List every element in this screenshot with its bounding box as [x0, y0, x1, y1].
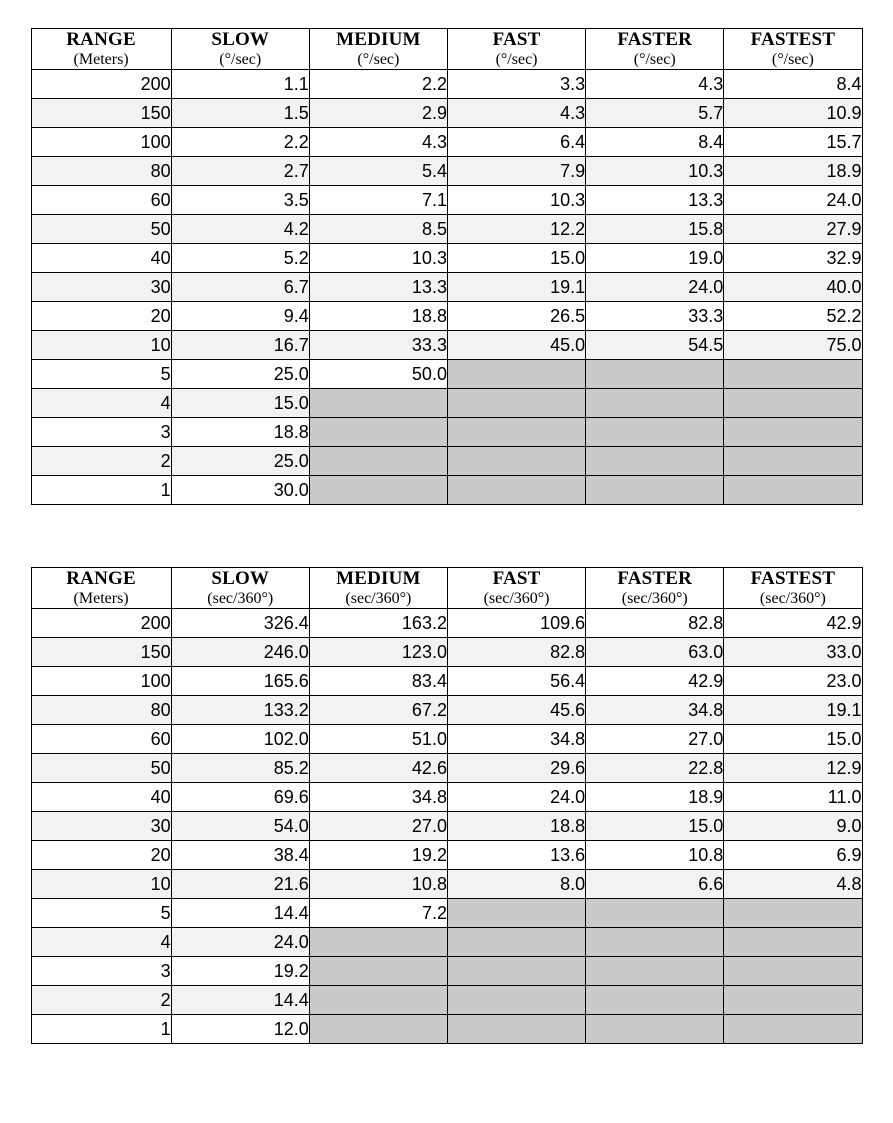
range-cell: 5: [31, 360, 171, 389]
table-header-row: [31, 29, 862, 70]
empty-cell: [447, 418, 585, 447]
angular-rate-table: [31, 28, 863, 505]
value-cell: 13.3: [586, 186, 724, 215]
value-cell: 10.3: [586, 157, 724, 186]
value-cell: 8.4: [724, 70, 862, 99]
table-row: [31, 609, 862, 638]
table-row: [31, 186, 862, 215]
value-cell: 29.6: [447, 754, 585, 783]
column-header: [586, 568, 724, 609]
value-cell: 23.0: [724, 667, 862, 696]
value-cell: 19.2: [171, 957, 309, 986]
table-row: [31, 273, 862, 302]
column-header-units: (Meters): [73, 590, 129, 607]
empty-cell: [724, 447, 862, 476]
table-row: [31, 928, 862, 957]
column-header: [447, 568, 585, 609]
value-cell: 9.0: [724, 812, 862, 841]
column-header-units: (sec/360°): [207, 590, 274, 607]
value-cell: 14.4: [171, 986, 309, 1015]
value-cell: 32.9: [724, 244, 862, 273]
empty-cell: [309, 476, 447, 505]
value-cell: 34.8: [586, 696, 724, 725]
value-cell: 34.8: [447, 725, 585, 754]
column-header-title: FASTER: [617, 29, 693, 50]
column-header-units: (sec/360°): [759, 590, 826, 607]
range-cell: 60: [31, 725, 171, 754]
empty-cell: [309, 389, 447, 418]
value-cell: 75.0: [724, 331, 862, 360]
empty-cell: [309, 957, 447, 986]
range-cell: 1: [31, 1015, 171, 1044]
value-cell: 9.4: [171, 302, 309, 331]
column-header-units: (°/sec): [771, 51, 814, 68]
column-header: [171, 568, 309, 609]
value-cell: 16.7: [171, 331, 309, 360]
value-cell: 33.0: [724, 638, 862, 667]
value-cell: 6.9: [724, 841, 862, 870]
range-cell: 150: [31, 99, 171, 128]
range-cell: 3: [31, 418, 171, 447]
table-header-row: [31, 568, 862, 609]
value-cell: 40.0: [724, 273, 862, 302]
value-cell: 10.3: [447, 186, 585, 215]
empty-cell: [586, 957, 724, 986]
value-cell: 38.4: [171, 841, 309, 870]
range-cell: 60: [31, 186, 171, 215]
empty-cell: [447, 899, 585, 928]
value-cell: 4.3: [447, 99, 585, 128]
value-cell: 10.3: [309, 244, 447, 273]
range-cell: 40: [31, 783, 171, 812]
value-cell: 50.0: [309, 360, 447, 389]
column-header: [309, 568, 447, 609]
value-cell: 33.3: [586, 302, 724, 331]
empty-cell: [724, 957, 862, 986]
range-cell: 200: [31, 70, 171, 99]
empty-cell: [309, 447, 447, 476]
value-cell: 2.2: [171, 128, 309, 157]
value-cell: 26.5: [447, 302, 585, 331]
column-header-units: (sec/360°): [483, 590, 550, 607]
range-cell: 1: [31, 476, 171, 505]
empty-cell: [586, 1015, 724, 1044]
table-row: [31, 841, 862, 870]
table-row: [31, 128, 862, 157]
value-cell: 7.9: [447, 157, 585, 186]
table-row: [31, 476, 862, 505]
value-cell: 67.2: [309, 696, 447, 725]
value-cell: 18.9: [586, 783, 724, 812]
value-cell: 42.9: [724, 609, 862, 638]
range-cell: 4: [31, 928, 171, 957]
value-cell: 15.7: [724, 128, 862, 157]
column-header: [31, 568, 171, 609]
value-cell: 6.7: [171, 273, 309, 302]
table-row: [31, 389, 862, 418]
value-cell: 18.8: [309, 302, 447, 331]
value-cell: 85.2: [171, 754, 309, 783]
column-header-units: (sec/360°): [345, 590, 412, 607]
empty-cell: [724, 418, 862, 447]
column-header-units: (°/sec): [495, 51, 538, 68]
table-row: [31, 360, 862, 389]
column-header-title: RANGE: [66, 29, 136, 50]
column-header-title: MEDIUM: [336, 29, 421, 50]
table-row: [31, 302, 862, 331]
empty-cell: [586, 389, 724, 418]
empty-cell: [309, 928, 447, 957]
value-cell: 45.0: [447, 331, 585, 360]
table-row: [31, 70, 862, 99]
value-cell: 83.4: [309, 667, 447, 696]
empty-cell: [586, 447, 724, 476]
column-header-units: (°/sec): [357, 51, 400, 68]
value-cell: 18.8: [447, 812, 585, 841]
value-cell: 82.8: [447, 638, 585, 667]
value-cell: 12.2: [447, 215, 585, 244]
range-cell: 2: [31, 447, 171, 476]
value-cell: 7.2: [309, 899, 447, 928]
value-cell: 52.2: [724, 302, 862, 331]
range-cell: 2: [31, 986, 171, 1015]
table-row: [31, 638, 862, 667]
table-row: [31, 667, 862, 696]
value-cell: 33.3: [309, 331, 447, 360]
empty-cell: [447, 928, 585, 957]
range-cell: 10: [31, 870, 171, 899]
column-header: [724, 568, 862, 609]
column-header: [31, 29, 171, 70]
value-cell: 19.1: [447, 273, 585, 302]
empty-cell: [724, 1015, 862, 1044]
tables-container: [30, 28, 863, 1044]
value-cell: 27.0: [586, 725, 724, 754]
value-cell: 24.0: [586, 273, 724, 302]
column-header-title: FASTER: [617, 568, 693, 589]
value-cell: 4.2: [171, 215, 309, 244]
table-row: [31, 783, 862, 812]
value-cell: 6.4: [447, 128, 585, 157]
value-cell: 4.3: [309, 128, 447, 157]
range-cell: 30: [31, 812, 171, 841]
value-cell: 15.0: [447, 244, 585, 273]
value-cell: 7.1: [309, 186, 447, 215]
range-cell: 80: [31, 696, 171, 725]
table-row: [31, 754, 862, 783]
column-header-units: (sec/360°): [621, 590, 688, 607]
empty-cell: [586, 360, 724, 389]
value-cell: 10.8: [309, 870, 447, 899]
table-row: [31, 725, 862, 754]
empty-cell: [724, 928, 862, 957]
value-cell: 2.7: [171, 157, 309, 186]
empty-cell: [724, 389, 862, 418]
empty-cell: [724, 476, 862, 505]
value-cell: 246.0: [171, 638, 309, 667]
range-cell: 80: [31, 157, 171, 186]
empty-cell: [586, 986, 724, 1015]
value-cell: 12.0: [171, 1015, 309, 1044]
range-cell: 150: [31, 638, 171, 667]
range-cell: 4: [31, 389, 171, 418]
value-cell: 8.4: [586, 128, 724, 157]
empty-cell: [724, 360, 862, 389]
value-cell: 18.9: [724, 157, 862, 186]
value-cell: 25.0: [171, 360, 309, 389]
value-cell: 5.7: [586, 99, 724, 128]
range-cell: 5: [31, 899, 171, 928]
column-header-title: FAST: [492, 29, 541, 50]
value-cell: 133.2: [171, 696, 309, 725]
value-cell: 13.6: [447, 841, 585, 870]
value-cell: 1.1: [171, 70, 309, 99]
value-cell: 18.8: [171, 418, 309, 447]
table-row: [31, 899, 862, 928]
value-cell: 30.0: [171, 476, 309, 505]
value-cell: 51.0: [309, 725, 447, 754]
value-cell: 27.9: [724, 215, 862, 244]
table-row: [31, 986, 862, 1015]
value-cell: 163.2: [309, 609, 447, 638]
value-cell: 45.6: [447, 696, 585, 725]
value-cell: 4.3: [586, 70, 724, 99]
value-cell: 15.0: [724, 725, 862, 754]
column-header: [724, 29, 862, 70]
empty-cell: [309, 1015, 447, 1044]
value-cell: 54.0: [171, 812, 309, 841]
value-cell: 22.8: [586, 754, 724, 783]
value-cell: 19.1: [724, 696, 862, 725]
empty-cell: [586, 418, 724, 447]
column-header-units: (Meters): [73, 51, 129, 68]
value-cell: 3.3: [447, 70, 585, 99]
range-cell: 40: [31, 244, 171, 273]
table-row: [31, 870, 862, 899]
range-cell: 3: [31, 957, 171, 986]
range-cell: 50: [31, 754, 171, 783]
table-row: [31, 244, 862, 273]
column-header: [309, 29, 447, 70]
value-cell: 42.6: [309, 754, 447, 783]
table-row: [31, 215, 862, 244]
range-cell: 30: [31, 273, 171, 302]
column-header-title: FASTEST: [750, 568, 836, 589]
value-cell: 15.0: [586, 812, 724, 841]
column-header-title: MEDIUM: [336, 568, 421, 589]
empty-cell: [309, 986, 447, 1015]
table-row: [31, 418, 862, 447]
empty-cell: [724, 986, 862, 1015]
value-cell: 63.0: [586, 638, 724, 667]
value-cell: 123.0: [309, 638, 447, 667]
empty-cell: [586, 899, 724, 928]
empty-cell: [586, 476, 724, 505]
empty-cell: [447, 360, 585, 389]
table-row: [31, 157, 862, 186]
table-row: [31, 447, 862, 476]
value-cell: 2.9: [309, 99, 447, 128]
time-per-revolution-table: [31, 567, 863, 1044]
range-cell: 100: [31, 667, 171, 696]
value-cell: 25.0: [171, 447, 309, 476]
value-cell: 15.8: [586, 215, 724, 244]
value-cell: 54.5: [586, 331, 724, 360]
value-cell: 42.9: [586, 667, 724, 696]
column-header: [171, 29, 309, 70]
table-row: [31, 99, 862, 128]
value-cell: 2.2: [309, 70, 447, 99]
range-cell: 200: [31, 609, 171, 638]
column-header-title: FASTEST: [750, 29, 836, 50]
value-cell: 5.4: [309, 157, 447, 186]
table-row: [31, 1015, 862, 1044]
empty-cell: [447, 389, 585, 418]
value-cell: 24.0: [171, 928, 309, 957]
value-cell: 34.8: [309, 783, 447, 812]
value-cell: 165.6: [171, 667, 309, 696]
table-row: [31, 812, 862, 841]
empty-cell: [309, 418, 447, 447]
column-header: [586, 29, 724, 70]
column-header-title: FAST: [492, 568, 541, 589]
value-cell: 11.0: [724, 783, 862, 812]
value-cell: 27.0: [309, 812, 447, 841]
value-cell: 4.8: [724, 870, 862, 899]
table-row: [31, 957, 862, 986]
value-cell: 69.6: [171, 783, 309, 812]
column-header: [447, 29, 585, 70]
column-header-title: SLOW: [211, 29, 270, 50]
value-cell: 82.8: [586, 609, 724, 638]
range-cell: 50: [31, 215, 171, 244]
table-row: [31, 331, 862, 360]
value-cell: 13.3: [309, 273, 447, 302]
column-header-units: (°/sec): [633, 51, 676, 68]
empty-cell: [586, 928, 724, 957]
value-cell: 12.9: [724, 754, 862, 783]
range-cell: 20: [31, 302, 171, 331]
range-cell: 100: [31, 128, 171, 157]
value-cell: 109.6: [447, 609, 585, 638]
column-header-units: (°/sec): [219, 51, 262, 68]
value-cell: 56.4: [447, 667, 585, 696]
column-header-title: RANGE: [66, 568, 136, 589]
empty-cell: [447, 1015, 585, 1044]
range-cell: 20: [31, 841, 171, 870]
value-cell: 24.0: [447, 783, 585, 812]
value-cell: 8.0: [447, 870, 585, 899]
empty-cell: [724, 899, 862, 928]
value-cell: 10.9: [724, 99, 862, 128]
value-cell: 15.0: [171, 389, 309, 418]
empty-cell: [447, 447, 585, 476]
column-header-title: SLOW: [211, 568, 270, 589]
value-cell: 3.5: [171, 186, 309, 215]
value-cell: 102.0: [171, 725, 309, 754]
value-cell: 8.5: [309, 215, 447, 244]
value-cell: 14.4: [171, 899, 309, 928]
value-cell: 10.8: [586, 841, 724, 870]
value-cell: 1.5: [171, 99, 309, 128]
value-cell: 5.2: [171, 244, 309, 273]
value-cell: 326.4: [171, 609, 309, 638]
table-row: [31, 696, 862, 725]
value-cell: 21.6: [171, 870, 309, 899]
value-cell: 19.0: [586, 244, 724, 273]
empty-cell: [447, 476, 585, 505]
value-cell: 6.6: [586, 870, 724, 899]
value-cell: 24.0: [724, 186, 862, 215]
empty-cell: [447, 957, 585, 986]
empty-cell: [447, 986, 585, 1015]
range-cell: 10: [31, 331, 171, 360]
value-cell: 19.2: [309, 841, 447, 870]
